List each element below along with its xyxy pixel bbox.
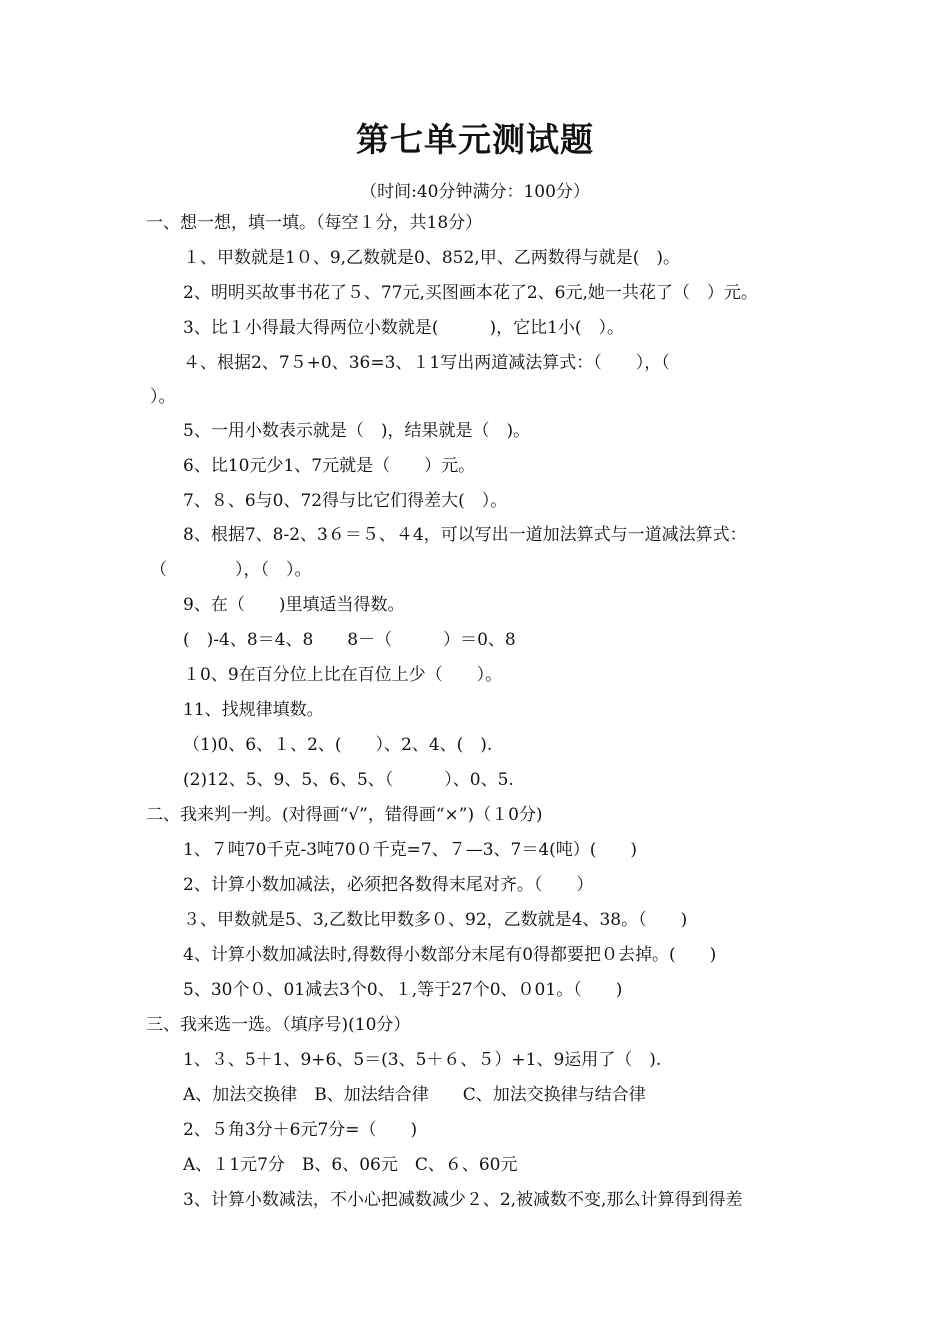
question-item: 3、计算小数减法，不小心把减数减少２、2,被减数不变,那么计算得到得差	[183, 1190, 743, 1210]
question-continuation: （ ），（ ）。	[150, 560, 312, 580]
section-heading: 一、想一想，填一填。（每空１分，共18分）	[146, 213, 483, 233]
question-item: 1、３、5＋1、9+6、5＝(3、5＋６、５）+1、9运用了（ ).	[183, 1050, 662, 1070]
question-item: A、加法交换律 B、加法结合律 C、加法交换律与结合律	[183, 1085, 646, 1105]
section-heading: 三、我来选一选。（填序号)(10分）	[146, 1015, 411, 1035]
question-continuation: ）。	[150, 387, 176, 407]
question-item: 7、８、6与0、72得与比它们得差大( ）。	[183, 491, 508, 511]
question-item: 1、７吨70千克-3吨70０千克=7、７—3、7＝4(吨）( )	[183, 840, 638, 860]
question-item: 9、在（ )里填适当得数。	[183, 595, 405, 615]
question-item: 6、比10元少1、7元就是（ ）元。	[183, 456, 476, 476]
question-item: ３、甲数就是5、3,乙数比甲数多０、92，乙数就是4、38。（ )	[183, 910, 688, 930]
question-item: 11、找规律填数。	[183, 700, 324, 720]
question-item: 5、一用小数表示就是（ )，结果就是（ )。	[183, 421, 531, 441]
question-item: (2)12、5、9、5、6、5、（ ）、0、5.	[183, 770, 514, 790]
section-heading: 二、我来判一判。(对得画“√”，错得画“×”)（１0分)	[146, 805, 543, 825]
question-item: 2、明明买故事书花了５、77元,买图画本花了2、6元,她一共花了（ ）元。	[183, 283, 758, 303]
question-item: ( )-4、8＝4、8 8－（ ）＝0、8	[183, 630, 516, 650]
question-item: 8、根据7、8-2、3６＝５、４4，可以写出一道加法算式与一道减法算式：	[183, 525, 747, 545]
question-item: ４、根据2、7５+0、36=3、１1写出两道减法算式：（ ），（	[183, 353, 670, 373]
question-item: （1)0、6、１、2、( ）、2、4、( ).	[183, 735, 493, 755]
page-title: 第七单元测试题	[356, 120, 594, 159]
question-item: 5、30个０、01减去3个0、１,等于27个0、０01。（ )	[183, 980, 623, 1000]
question-item: １、甲数就是1０、9,乙数就是0、852,甲、乙两数得与就是( )。	[183, 248, 680, 268]
question-item: １0、9在百分位上比在百位上少（ ）。	[183, 665, 503, 685]
question-item: 2、５角3分＋6元7分=（ )	[183, 1120, 418, 1140]
page-subtitle: （时间:40分钟满分：100分）	[360, 182, 590, 202]
question-item: 4、计算小数加减法时,得数得小数部分末尾有0得都要把０去掉。( )	[183, 945, 717, 965]
question-item: 3、比１小得最大得两位小数就是( )，它比1小( ）。	[183, 318, 625, 338]
question-item: 2、计算小数加减法，必须把各数得末尾对齐。（ ）	[183, 875, 594, 895]
question-item: A、１1元7分 B、6、06元 C、６、60元	[183, 1155, 518, 1175]
